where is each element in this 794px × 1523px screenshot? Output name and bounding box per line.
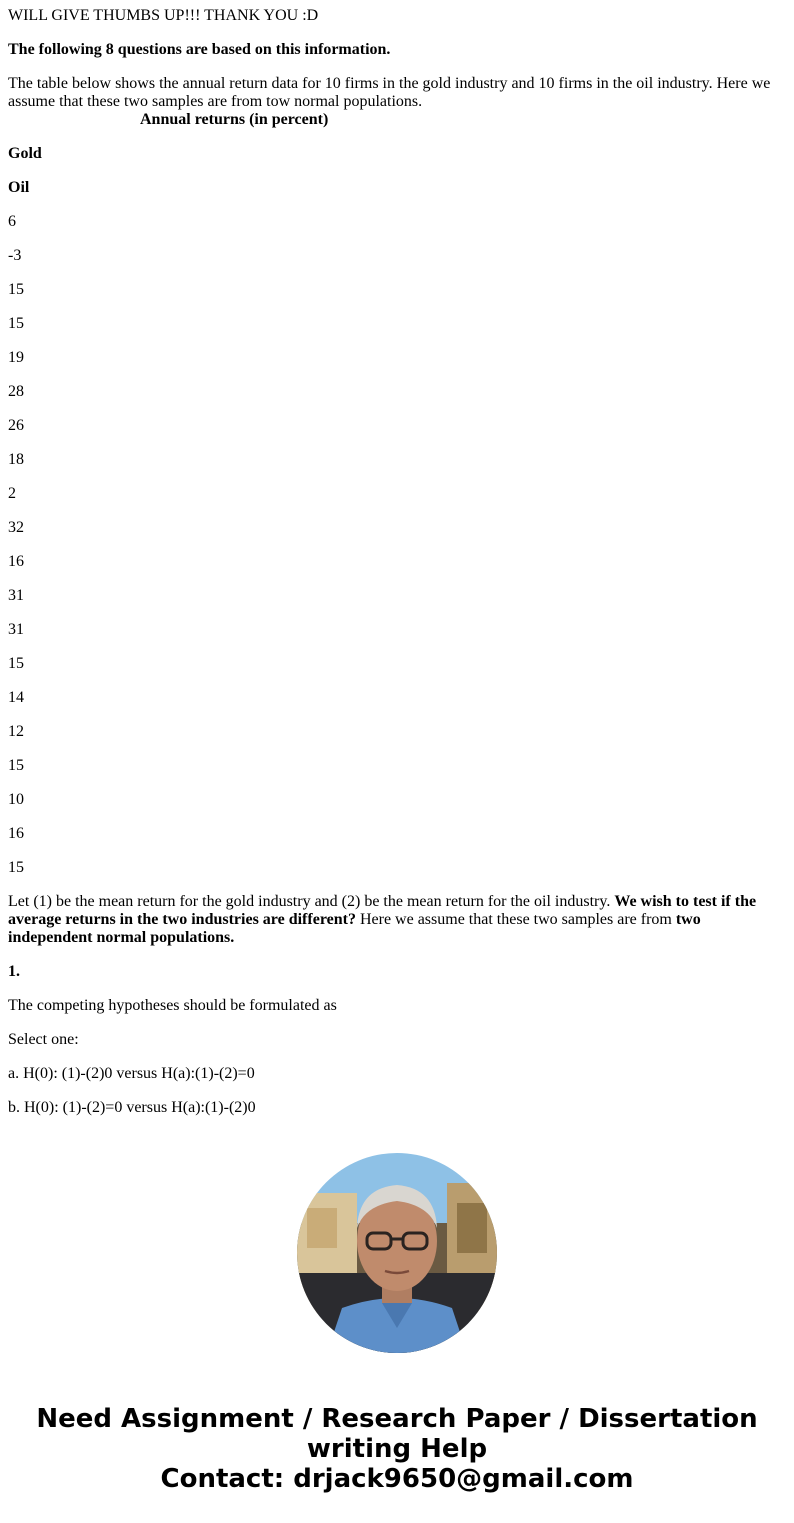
returns-table [8, 145, 786, 877]
intro-heading: The following 8 questions are based on this information. [8, 41, 391, 58]
problem-text-3: Here we assume that these two samples are from [355, 911, 676, 928]
portrait-image [297, 1153, 497, 1353]
table-cell: 15 [8, 859, 24, 876]
problem-text-2: We wish to test if the average returns in the two industries are different? [8, 893, 757, 928]
select-label: Select one: [8, 1031, 79, 1048]
table-cell: 19 [8, 349, 24, 366]
table-cell: 14 [8, 689, 24, 706]
problem-statement [8, 893, 786, 947]
table-cell: 16 [8, 825, 24, 842]
problem-text-1: Let (1) be the mean return for the gold industry and (2) be the mean return for the oil industry. [8, 893, 615, 910]
table-cell: 18 [8, 451, 24, 468]
option-a[interactable]: a. H(0): (1)-(2)0 versus H(a):(1)-(2)=0 [8, 1065, 255, 1082]
question-number: 1. [8, 963, 20, 980]
table-cell: 15 [8, 281, 24, 298]
table-cell: 2 [8, 485, 16, 502]
table-cell: 16 [8, 553, 24, 570]
table-caption: Annual returns (in percent) [140, 111, 329, 128]
author-photo [297, 1153, 497, 1353]
table-header-oil: Oil [8, 179, 30, 196]
problem-text-4: two independent normal populations. [8, 911, 701, 946]
table-header-gold: Gold [8, 145, 42, 162]
table-cell: 15 [8, 757, 24, 774]
table-cell: 10 [8, 791, 24, 808]
promo-line-2: writing Help [306, 1434, 488, 1464]
table-cell: 31 [8, 587, 24, 604]
table-cell: 15 [8, 655, 24, 672]
question-prompt: The competing hypotheses should be formulated as [8, 997, 337, 1014]
promo-banner [0, 1404, 794, 1494]
table-cell: 31 [8, 621, 24, 638]
intro-description: The table below shows the annual return data for 10 firms in the gold industry and 10 firms in the oil industry. Here we assume that these two samples are from tow normal populations. [8, 75, 771, 110]
table-cell: 26 [8, 417, 24, 434]
table-cell: 28 [8, 383, 24, 400]
option-b[interactable]: b. H(0): (1)-(2)=0 versus H(a):(1)-(2)0 [8, 1099, 256, 1116]
table-cell: 12 [8, 723, 24, 740]
table-cell: -3 [8, 247, 22, 264]
page-title: WILL GIVE THUMBS UP!!! THANK YOU :D [8, 7, 319, 24]
table-cell: 6 [8, 213, 16, 230]
table-cell: 15 [8, 315, 24, 332]
promo-line-1: Need Assignment / Research Paper / Dissertation [36, 1404, 758, 1434]
promo-contact[interactable]: Contact: drjack9650@gmail.com [160, 1464, 634, 1494]
table-cell: 32 [8, 519, 24, 536]
